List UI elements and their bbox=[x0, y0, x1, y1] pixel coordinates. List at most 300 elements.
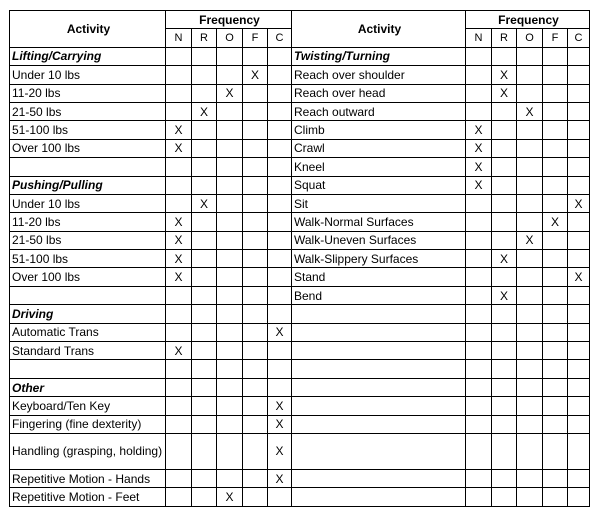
right-freq-cell-r bbox=[492, 121, 517, 139]
left-freq-cell-r bbox=[192, 66, 217, 84]
table-row bbox=[10, 305, 590, 323]
right-activity-label: Sit bbox=[292, 194, 466, 212]
right-freq-cell-f bbox=[543, 378, 568, 396]
left-freq-n: N bbox=[166, 29, 192, 47]
right-freq-cell-c bbox=[568, 360, 590, 378]
right-freq-cell-f bbox=[543, 176, 568, 194]
left-freq-cell-r bbox=[192, 360, 217, 378]
right-freq-cell-r bbox=[492, 194, 517, 212]
table-row bbox=[10, 433, 590, 469]
right-empty-cell bbox=[292, 378, 466, 396]
right-freq-cell-o bbox=[517, 250, 543, 268]
right-freq-cell-f bbox=[543, 250, 568, 268]
left-freq-cell-n: X bbox=[166, 213, 192, 231]
left-freq-cell-r bbox=[192, 378, 217, 396]
left-freq-cell-f bbox=[243, 47, 268, 65]
left-freq-cell-r bbox=[192, 397, 217, 415]
right-freq-cell-n bbox=[466, 102, 492, 120]
left-freq-cell-f: X bbox=[243, 66, 268, 84]
right-freq-r: R bbox=[492, 29, 517, 47]
right-freq-cell-c bbox=[568, 250, 590, 268]
right-empty-cell bbox=[292, 433, 466, 469]
left-freq-cell-f bbox=[243, 102, 268, 120]
right-activity-header: Activity bbox=[292, 11, 466, 48]
right-frequency-header: Frequency bbox=[466, 11, 590, 29]
right-empty-cell bbox=[292, 488, 466, 506]
table-row bbox=[10, 268, 590, 286]
left-freq-cell-c bbox=[268, 139, 292, 157]
right-freq-cell-f bbox=[543, 397, 568, 415]
left-activity-header: Activity bbox=[10, 11, 166, 48]
left-freq-cell-f bbox=[243, 231, 268, 249]
left-category-label: Lifting/Carrying bbox=[10, 47, 166, 65]
left-freq-cell-f bbox=[243, 268, 268, 286]
right-freq-cell-f bbox=[543, 47, 568, 65]
right-freq-cell-c bbox=[568, 102, 590, 120]
left-freq-cell-n bbox=[166, 194, 192, 212]
left-activity-label: 51-100 lbs bbox=[10, 250, 166, 268]
right-activity-label: Walk-Uneven Surfaces bbox=[292, 231, 466, 249]
right-freq-cell-c bbox=[568, 469, 590, 487]
right-freq-cell-o bbox=[517, 158, 543, 176]
right-freq-cell-f bbox=[543, 488, 568, 506]
left-frequency-header: Frequency bbox=[166, 11, 292, 29]
right-freq-cell-c: X bbox=[568, 194, 590, 212]
left-activity-label: Handling (grasping, holding) bbox=[10, 433, 166, 469]
left-freq-cell-r bbox=[192, 47, 217, 65]
right-activity-label: Walk-Normal Surfaces bbox=[292, 213, 466, 231]
right-activity-label: Walk-Slippery Surfaces bbox=[292, 250, 466, 268]
left-activity-label: 11-20 lbs bbox=[10, 84, 166, 102]
left-freq-cell-f bbox=[243, 305, 268, 323]
left-freq-cell-c bbox=[268, 84, 292, 102]
left-freq-cell-n bbox=[166, 305, 192, 323]
left-freq-cell-c bbox=[268, 231, 292, 249]
right-freq-cell-c bbox=[568, 397, 590, 415]
left-freq-cell-c bbox=[268, 488, 292, 506]
table-row bbox=[10, 250, 590, 268]
right-freq-cell-f: X bbox=[543, 213, 568, 231]
left-freq-cell-r bbox=[192, 305, 217, 323]
left-freq-cell-r bbox=[192, 286, 217, 304]
left-freq-cell-n: X bbox=[166, 342, 192, 360]
left-freq-cell-r bbox=[192, 488, 217, 506]
right-freq-cell-o bbox=[517, 469, 543, 487]
right-freq-cell-n bbox=[466, 194, 492, 212]
right-empty-cell bbox=[292, 415, 466, 433]
left-freq-cell-o bbox=[217, 66, 243, 84]
table-row bbox=[10, 121, 590, 139]
left-freq-cell-c bbox=[268, 176, 292, 194]
right-freq-cell-r bbox=[492, 139, 517, 157]
right-freq-cell-o bbox=[517, 268, 543, 286]
header-row bbox=[10, 11, 590, 29]
left-freq-cell-c bbox=[268, 268, 292, 286]
left-freq-cell-f bbox=[243, 415, 268, 433]
right-freq-cell-f bbox=[543, 158, 568, 176]
left-activity-label: Fingering (fine dexterity) bbox=[10, 415, 166, 433]
left-freq-cell-n: X bbox=[166, 250, 192, 268]
right-freq-cell-f bbox=[543, 433, 568, 469]
right-freq-cell-r bbox=[492, 176, 517, 194]
left-freq-cell-c: X bbox=[268, 397, 292, 415]
right-activity-label: Stand bbox=[292, 268, 466, 286]
right-freq-cell-f bbox=[543, 342, 568, 360]
right-freq-cell-n bbox=[466, 66, 492, 84]
left-freq-cell-f bbox=[243, 139, 268, 157]
right-freq-cell-n bbox=[466, 231, 492, 249]
right-freq-cell-o bbox=[517, 139, 543, 157]
table-row bbox=[10, 360, 590, 378]
left-freq-cell-n bbox=[166, 286, 192, 304]
left-freq-cell-r bbox=[192, 231, 217, 249]
left-freq-cell-f bbox=[243, 286, 268, 304]
left-freq-cell-o bbox=[217, 469, 243, 487]
left-freq-cell-r bbox=[192, 158, 217, 176]
left-freq-cell-f bbox=[243, 121, 268, 139]
right-freq-cell-c bbox=[568, 415, 590, 433]
left-activity-label: 51-100 lbs bbox=[10, 121, 166, 139]
left-freq-cell-o bbox=[217, 378, 243, 396]
right-freq-cell-n bbox=[466, 213, 492, 231]
right-freq-cell-r bbox=[492, 360, 517, 378]
left-empty-cell bbox=[10, 360, 166, 378]
right-freq-cell-n bbox=[466, 250, 492, 268]
right-freq-cell-r bbox=[492, 268, 517, 286]
right-freq-cell-c bbox=[568, 47, 590, 65]
left-freq-cell-r bbox=[192, 469, 217, 487]
right-freq-cell-n: X bbox=[466, 158, 492, 176]
left-freq-cell-r bbox=[192, 250, 217, 268]
right-freq-cell-o: X bbox=[517, 231, 543, 249]
right-freq-cell-f bbox=[543, 286, 568, 304]
left-freq-cell-f bbox=[243, 176, 268, 194]
left-freq-cell-o bbox=[217, 323, 243, 341]
left-freq-cell-o bbox=[217, 194, 243, 212]
table-row bbox=[10, 342, 590, 360]
left-freq-cell-o bbox=[217, 250, 243, 268]
left-freq-cell-f bbox=[243, 250, 268, 268]
right-freq-cell-c bbox=[568, 213, 590, 231]
left-empty-cell bbox=[10, 286, 166, 304]
right-activity-label: Reach over shoulder bbox=[292, 66, 466, 84]
right-freq-cell-n: X bbox=[466, 176, 492, 194]
left-freq-cell-n: X bbox=[166, 231, 192, 249]
table-row bbox=[10, 176, 590, 194]
right-freq-cell-c bbox=[568, 305, 590, 323]
left-activity-label: Keyboard/Ten Key bbox=[10, 397, 166, 415]
left-freq-cell-f bbox=[243, 194, 268, 212]
table-row bbox=[10, 158, 590, 176]
table-row bbox=[10, 47, 590, 65]
left-freq-cell-r bbox=[192, 342, 217, 360]
left-freq-cell-n bbox=[166, 47, 192, 65]
right-freq-cell-f bbox=[543, 121, 568, 139]
left-freq-r: R bbox=[192, 29, 217, 47]
left-freq-cell-f bbox=[243, 488, 268, 506]
left-freq-f: F bbox=[243, 29, 268, 47]
left-freq-cell-n bbox=[166, 378, 192, 396]
left-freq-cell-r bbox=[192, 121, 217, 139]
right-freq-cell-r bbox=[492, 213, 517, 231]
left-freq-cell-c: X bbox=[268, 323, 292, 341]
left-freq-cell-c bbox=[268, 305, 292, 323]
right-freq-cell-f bbox=[543, 139, 568, 157]
left-freq-cell-r bbox=[192, 139, 217, 157]
right-freq-cell-o bbox=[517, 194, 543, 212]
left-freq-cell-c bbox=[268, 360, 292, 378]
right-empty-cell bbox=[292, 323, 466, 341]
left-freq-cell-n bbox=[166, 158, 192, 176]
right-freq-cell-r bbox=[492, 397, 517, 415]
left-activity-label: Over 100 lbs bbox=[10, 139, 166, 157]
right-freq-n: N bbox=[466, 29, 492, 47]
left-freq-cell-o bbox=[217, 176, 243, 194]
left-freq-cell-f bbox=[243, 469, 268, 487]
right-empty-cell bbox=[292, 469, 466, 487]
right-category-label: Twisting/Turning bbox=[292, 47, 466, 65]
right-freq-cell-f bbox=[543, 415, 568, 433]
left-freq-cell-o bbox=[217, 158, 243, 176]
left-freq-cell-r bbox=[192, 268, 217, 286]
left-freq-cell-c bbox=[268, 158, 292, 176]
table-row bbox=[10, 488, 590, 506]
left-freq-cell-c bbox=[268, 378, 292, 396]
right-freq-cell-f bbox=[543, 66, 568, 84]
right-freq-cell-n bbox=[466, 323, 492, 341]
right-activity-label: Bend bbox=[292, 286, 466, 304]
left-activity-label: Under 10 lbs bbox=[10, 66, 166, 84]
right-freq-cell-n bbox=[466, 84, 492, 102]
left-freq-cell-o bbox=[217, 121, 243, 139]
left-freq-cell-f bbox=[243, 323, 268, 341]
left-activity-label: Automatic Trans bbox=[10, 323, 166, 341]
left-freq-cell-c bbox=[268, 213, 292, 231]
table-row bbox=[10, 194, 590, 212]
right-freq-cell-c bbox=[568, 323, 590, 341]
left-freq-cell-o bbox=[217, 286, 243, 304]
right-freq-cell-r: X bbox=[492, 66, 517, 84]
left-freq-cell-n: X bbox=[166, 268, 192, 286]
table-row bbox=[10, 102, 590, 120]
table-row bbox=[10, 231, 590, 249]
right-activity-label: Reach over head bbox=[292, 84, 466, 102]
table-row bbox=[10, 378, 590, 396]
right-freq-cell-o bbox=[517, 488, 543, 506]
left-freq-cell-o: X bbox=[217, 488, 243, 506]
left-freq-cell-n: X bbox=[166, 121, 192, 139]
left-activity-label: 21-50 lbs bbox=[10, 102, 166, 120]
right-freq-cell-r: X bbox=[492, 84, 517, 102]
right-freq-cell-n bbox=[466, 433, 492, 469]
left-freq-cell-f bbox=[243, 378, 268, 396]
left-freq-cell-n: X bbox=[166, 139, 192, 157]
right-freq-cell-c bbox=[568, 121, 590, 139]
right-freq-cell-f bbox=[543, 323, 568, 341]
right-freq-cell-o bbox=[517, 397, 543, 415]
right-freq-cell-o bbox=[517, 323, 543, 341]
right-activity-label: Crawl bbox=[292, 139, 466, 157]
left-freq-cell-o bbox=[217, 305, 243, 323]
right-freq-cell-o bbox=[517, 47, 543, 65]
left-freq-cell-c: X bbox=[268, 469, 292, 487]
right-freq-cell-n: X bbox=[466, 139, 492, 157]
table-row bbox=[10, 397, 590, 415]
left-freq-cell-n bbox=[166, 102, 192, 120]
right-activity-label: Reach outward bbox=[292, 102, 466, 120]
right-empty-cell bbox=[292, 342, 466, 360]
right-freq-cell-o bbox=[517, 360, 543, 378]
left-freq-cell-o bbox=[217, 102, 243, 120]
left-freq-cell-f bbox=[243, 213, 268, 231]
right-freq-cell-o bbox=[517, 286, 543, 304]
right-freq-cell-n bbox=[466, 47, 492, 65]
right-freq-cell-r bbox=[492, 158, 517, 176]
right-freq-cell-o bbox=[517, 433, 543, 469]
left-freq-cell-c bbox=[268, 121, 292, 139]
right-freq-cell-f bbox=[543, 231, 568, 249]
right-freq-cell-o bbox=[517, 305, 543, 323]
left-freq-cell-r bbox=[192, 213, 217, 231]
right-freq-cell-o bbox=[517, 213, 543, 231]
left-freq-cell-n bbox=[166, 415, 192, 433]
right-freq-cell-n bbox=[466, 286, 492, 304]
right-freq-cell-c bbox=[568, 176, 590, 194]
right-freq-cell-n bbox=[466, 305, 492, 323]
right-freq-cell-n bbox=[466, 378, 492, 396]
right-freq-cell-f bbox=[543, 469, 568, 487]
left-freq-cell-f bbox=[243, 433, 268, 469]
left-activity-label: Over 100 lbs bbox=[10, 268, 166, 286]
right-activity-label: Kneel bbox=[292, 158, 466, 176]
right-freq-cell-o bbox=[517, 342, 543, 360]
right-freq-cell-f bbox=[543, 194, 568, 212]
right-freq-cell-r: X bbox=[492, 286, 517, 304]
left-freq-cell-c bbox=[268, 102, 292, 120]
table-row bbox=[10, 323, 590, 341]
right-freq-cell-o bbox=[517, 66, 543, 84]
right-freq-cell-r bbox=[492, 342, 517, 360]
right-freq-cell-n: X bbox=[466, 121, 492, 139]
right-freq-cell-c bbox=[568, 378, 590, 396]
right-freq-cell-c bbox=[568, 342, 590, 360]
left-freq-cell-o bbox=[217, 213, 243, 231]
right-freq-cell-f bbox=[543, 268, 568, 286]
right-freq-cell-o bbox=[517, 415, 543, 433]
table-row bbox=[10, 469, 590, 487]
left-freq-cell-o bbox=[217, 231, 243, 249]
right-freq-cell-c bbox=[568, 139, 590, 157]
right-freq-cell-r: X bbox=[492, 250, 517, 268]
right-freq-cell-c bbox=[568, 158, 590, 176]
left-freq-cell-o bbox=[217, 433, 243, 469]
right-freq-cell-n bbox=[466, 360, 492, 378]
right-freq-f: F bbox=[543, 29, 568, 47]
left-freq-cell-c bbox=[268, 342, 292, 360]
left-freq-cell-c: X bbox=[268, 415, 292, 433]
left-activity-label: Standard Trans bbox=[10, 342, 166, 360]
left-activity-label: 21-50 lbs bbox=[10, 231, 166, 249]
right-freq-cell-f bbox=[543, 102, 568, 120]
right-freq-cell-r bbox=[492, 102, 517, 120]
right-activity-label: Squat bbox=[292, 176, 466, 194]
right-freq-cell-r bbox=[492, 488, 517, 506]
table-row bbox=[10, 66, 590, 84]
right-freq-cell-c bbox=[568, 286, 590, 304]
left-category-label: Driving bbox=[10, 305, 166, 323]
right-activity-label: Climb bbox=[292, 121, 466, 139]
left-activity-label: 11-20 lbs bbox=[10, 213, 166, 231]
table-row bbox=[10, 415, 590, 433]
left-freq-cell-o bbox=[217, 342, 243, 360]
right-freq-cell-r bbox=[492, 323, 517, 341]
left-freq-cell-r: X bbox=[192, 194, 217, 212]
left-category-label: Pushing/Pulling bbox=[10, 176, 166, 194]
left-freq-cell-o bbox=[217, 415, 243, 433]
right-freq-cell-n bbox=[466, 469, 492, 487]
right-freq-cell-o bbox=[517, 176, 543, 194]
right-freq-cell-n bbox=[466, 488, 492, 506]
left-freq-cell-n bbox=[166, 433, 192, 469]
right-empty-cell bbox=[292, 360, 466, 378]
left-freq-cell-c bbox=[268, 250, 292, 268]
right-freq-cell-f bbox=[543, 360, 568, 378]
left-freq-cell-f bbox=[243, 158, 268, 176]
table-row bbox=[10, 213, 590, 231]
left-freq-cell-r: X bbox=[192, 102, 217, 120]
right-freq-o: O bbox=[517, 29, 543, 47]
table-row bbox=[10, 286, 590, 304]
table-row bbox=[10, 84, 590, 102]
right-freq-cell-r bbox=[492, 433, 517, 469]
left-freq-cell-f bbox=[243, 397, 268, 415]
right-empty-cell bbox=[292, 397, 466, 415]
right-freq-cell-f bbox=[543, 305, 568, 323]
right-freq-cell-c bbox=[568, 433, 590, 469]
right-freq-cell-n bbox=[466, 342, 492, 360]
right-freq-cell-c: X bbox=[568, 268, 590, 286]
left-freq-cell-r bbox=[192, 415, 217, 433]
left-freq-cell-f bbox=[243, 84, 268, 102]
left-freq-cell-r bbox=[192, 176, 217, 194]
right-freq-cell-r bbox=[492, 469, 517, 487]
right-freq-cell-c bbox=[568, 66, 590, 84]
right-freq-cell-n bbox=[466, 415, 492, 433]
left-freq-cell-c bbox=[268, 194, 292, 212]
right-freq-cell-r bbox=[492, 305, 517, 323]
right-freq-cell-c bbox=[568, 231, 590, 249]
right-freq-cell-r bbox=[492, 231, 517, 249]
left-freq-cell-r bbox=[192, 433, 217, 469]
left-activity-label: Repetitive Motion - Feet bbox=[10, 488, 166, 506]
right-freq-cell-n bbox=[466, 268, 492, 286]
left-activity-label: Repetitive Motion - Hands bbox=[10, 469, 166, 487]
left-freq-cell-f bbox=[243, 342, 268, 360]
right-freq-cell-o bbox=[517, 121, 543, 139]
left-freq-cell-f bbox=[243, 360, 268, 378]
left-freq-cell-n bbox=[166, 323, 192, 341]
right-empty-cell bbox=[292, 305, 466, 323]
left-empty-cell bbox=[10, 158, 166, 176]
left-freq-cell-o bbox=[217, 47, 243, 65]
left-freq-cell-n bbox=[166, 360, 192, 378]
right-freq-cell-n bbox=[466, 397, 492, 415]
left-freq-cell-r bbox=[192, 323, 217, 341]
right-freq-cell-o: X bbox=[517, 102, 543, 120]
right-freq-cell-o bbox=[517, 378, 543, 396]
left-freq-cell-o bbox=[217, 268, 243, 286]
left-freq-cell-r bbox=[192, 84, 217, 102]
